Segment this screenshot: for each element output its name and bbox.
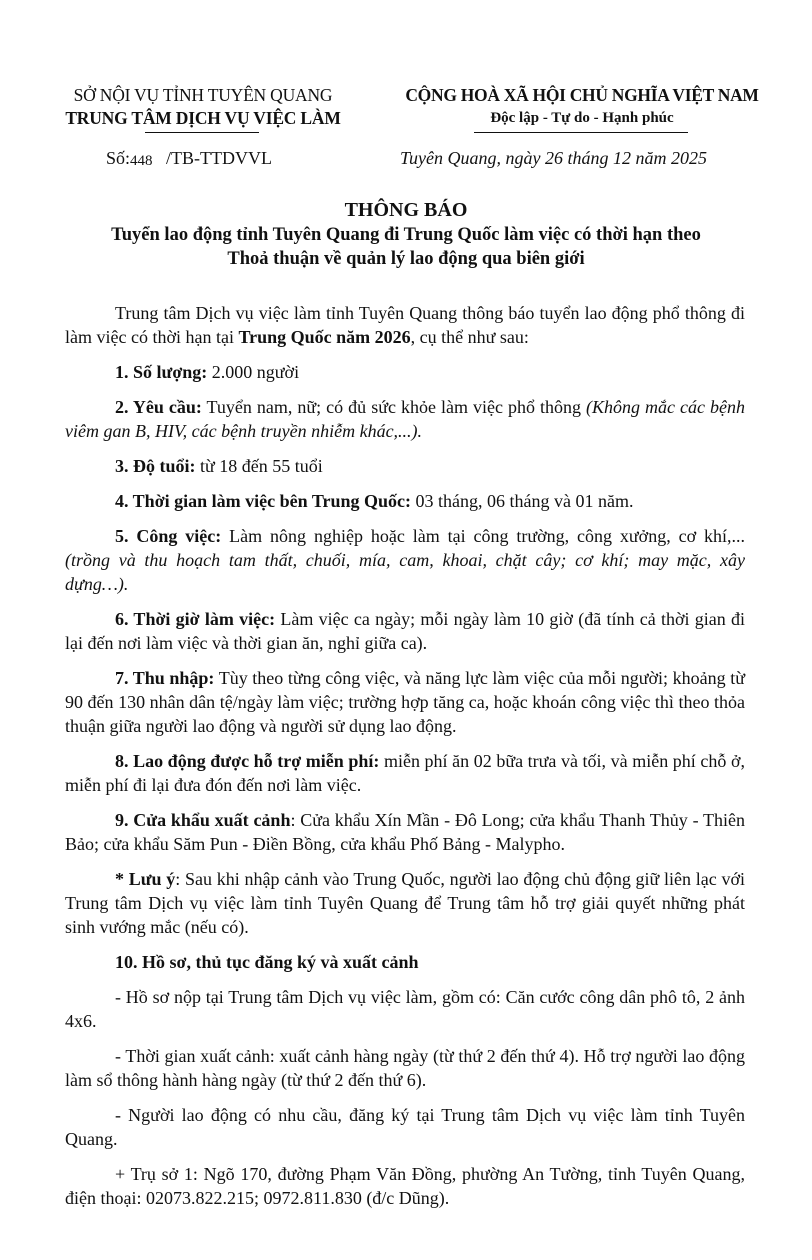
document-number-value: 448 xyxy=(130,153,153,169)
item-working-hours xyxy=(65,607,745,655)
item-text: miễn phí ăn 02 bữa trưa và tối, và miễn phí chỗ ở, miễn phí đi lại đưa đón đến nơi làm việc. xyxy=(65,751,745,795)
document-subtitle-line2: Thoả thuận về quản lý lao động qua biên giới xyxy=(227,249,585,269)
item-label: 9. Cửa khẩu xuất cảnh xyxy=(115,810,291,830)
item-text: : Cửa khẩu Xín Mần - Đô Long; cửa khẩu Thanh Thủy - Thiên Bảo; cửa khẩu Săm Pun - Điền Bồng, cửa khẩu Phố Bảng - Malypho. xyxy=(65,810,745,854)
note-paragraph xyxy=(65,867,745,939)
document-number-suffix: /TB-TTDVVL xyxy=(166,148,272,168)
motto-underline xyxy=(474,132,688,133)
item-text: Làm nông nghiệp hoặc làm tại công trường, công xưởng, cơ khí,... xyxy=(221,526,746,546)
item-procedure-heading xyxy=(65,950,745,974)
document-body xyxy=(65,301,745,1221)
item-text: Tùy theo từng công việc, và năng lực làm việc của mỗi người; khoảng từ 90 đến 130 nhân dân tệ/ngày làm việc; trường hợp tăng ca, hoặc khoán công việc thì theo thỏa thuận giữa người lao động và người sử dụng lao động. xyxy=(65,668,745,736)
item-label: 4. Thời gian làm việc bên Trung Quốc: xyxy=(115,491,412,511)
issuing-center: TRUNG TÂM DỊCH VỤ VIỆC LÀM xyxy=(65,108,341,128)
document-title-block xyxy=(40,197,772,271)
parent-agency: SỞ NỘI VỤ TỈNH TUYÊN QUANG xyxy=(73,85,333,105)
issuer-header xyxy=(30,84,376,130)
item-text: 2.000 người xyxy=(207,362,300,382)
item-label: 6. Thời giờ làm việc: xyxy=(115,609,276,629)
document-number-prefix: Số: xyxy=(106,148,131,168)
item-note: (Không mắc các bệnh viêm gan B, HIV, các bệnh truyền nhiễm khác,...). xyxy=(65,397,745,441)
procedure-documents: - Hồ sơ nộp tại Trung tâm Dịch vụ việc làm, gồm có: Căn cước công dân phô tô, 2 ảnh 4x6. xyxy=(65,987,745,1031)
item-free-support xyxy=(65,749,745,797)
national-title: CỘNG HOÀ XÃ HỘI CHỦ NGHĨA VIỆT NAM xyxy=(405,85,759,105)
document-title: THÔNG BÁO xyxy=(344,199,468,221)
note-label: * Lưu ý xyxy=(115,869,176,889)
item-border-gates xyxy=(65,808,745,856)
item-text: Tuyển nam, nữ; có đủ sức khỏe làm việc phổ thông xyxy=(201,397,586,417)
item-label: 1. Số lượng: xyxy=(115,362,208,382)
issuer-underline xyxy=(145,132,259,133)
intro-text: Trung tâm Dịch vụ việc làm tỉnh Tuyên Quang thông báo tuyển lao động phổ thông đi làm việc có thời hạn tại xyxy=(65,303,745,347)
item-work-duration xyxy=(65,489,745,513)
item-text: 03 tháng, 06 tháng và 01 năm. xyxy=(411,491,634,511)
item-income xyxy=(65,666,745,738)
item-requirements xyxy=(65,395,745,443)
national-header xyxy=(372,84,792,130)
item-age xyxy=(65,454,745,478)
intro-end: , cụ thể như sau: xyxy=(410,327,529,347)
document-subtitle-line1: Tuyển lao động tỉnh Tuyên Quang đi Trung Quốc làm việc có thời hạn theo xyxy=(111,225,701,245)
item-quantity xyxy=(65,360,745,384)
procedure-office-address: + Trụ sở 1: Ngõ 170, đường Phạm Văn Đồng, phường An Tường, tỉnh Tuyên Quang, điện thoại: 02073.822.215; 0972.811.830 (đ/c Dũng). xyxy=(65,1164,745,1208)
procedure-exit-schedule: - Thời gian xuất cảnh: xuất cảnh hàng ngày (từ thứ 2 đến thứ 4). Hỗ trợ người lao động làm sổ thông hành hàng ngày (từ thứ 2 đến thứ 6). xyxy=(65,1046,745,1090)
item-label: 2. Yêu cầu: xyxy=(115,397,202,417)
item-label: 7. Thu nhập: xyxy=(115,668,215,688)
place-and-date: Tuyên Quang, ngày 26 tháng 12 năm 2025 xyxy=(400,148,707,168)
intro-paragraph xyxy=(65,301,745,349)
item-label: 8. Lao động được hỗ trợ miễn phí: xyxy=(115,751,380,771)
procedure-registration: - Người lao động có nhu cầu, đăng ký tại Trung tâm Dịch vụ việc làm tỉnh Tuyên Quang. xyxy=(65,1105,745,1149)
item-text: từ 18 đến 55 tuổi xyxy=(195,456,323,476)
item-text: Làm việc ca ngày; mỗi ngày làm 10 giờ (đã tính cả thời gian đi lại đến nơi làm việc và thời gian ăn, nghỉ giữa ca). xyxy=(65,609,745,653)
national-motto: Độc lập - Tự do - Hạnh phúc xyxy=(490,110,674,126)
item-label: 5. Công việc: xyxy=(115,526,222,546)
item-note: (trồng và thu hoạch tam thất, chuối, mía, cam, khoai, chặt cây; cơ khí; may mặc, xây dựng…). xyxy=(65,550,745,594)
section-heading: 10. Hồ sơ, thủ tục đăng ký và xuất cảnh xyxy=(115,952,419,972)
item-job xyxy=(65,524,745,596)
document-number xyxy=(106,148,272,169)
intro-emphasis: Trung Quốc năm 2026 xyxy=(238,327,411,347)
note-text: : Sau khi nhập cảnh vào Trung Quốc, người lao động chủ động giữ liên lạc với Trung tâm Dịch vụ việc làm tỉnh Tuyên Quang để Trung tâm hỗ trợ giải quyết những phát sinh vướng mắc (nếu có). xyxy=(65,869,745,937)
item-label: 3. Độ tuổi: xyxy=(115,456,196,476)
